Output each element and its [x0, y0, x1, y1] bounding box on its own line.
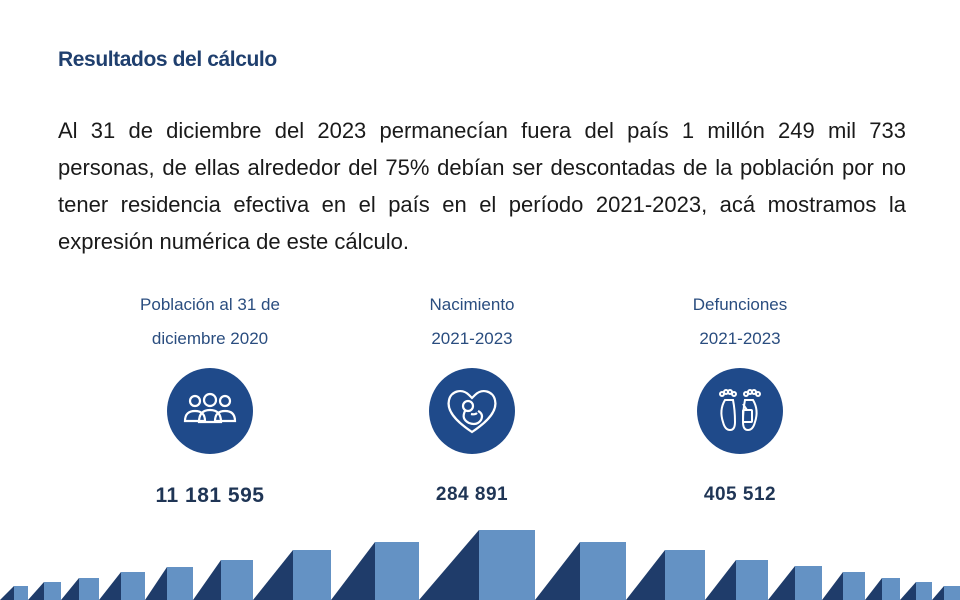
stat-defunciones — [625, 288, 855, 506]
stat-value: 405 512 — [703, 484, 777, 505]
stat-label — [357, 288, 587, 358]
stat-label-line1: Nacimiento — [429, 295, 515, 314]
stat-label-line2: 2021-2023 — [699, 329, 781, 348]
stat-value: 11 181 595 — [155, 484, 265, 507]
stat-value: 284 891 — [435, 484, 509, 505]
stat-label — [95, 288, 325, 358]
stat-nacimiento — [357, 288, 587, 506]
stat-label-line1: Población al 31 de — [140, 295, 280, 314]
skyline-decoration — [0, 520, 960, 600]
stat-label-line2: diciembre 2020 — [151, 329, 269, 348]
people-group-icon — [167, 368, 253, 454]
stat-label-line1: Defunciones — [692, 295, 788, 314]
feet-tag-icon — [697, 368, 783, 454]
slide-title: Resultados del cálculo — [58, 48, 277, 71]
baby-heart-icon — [429, 368, 515, 454]
stat-label — [625, 288, 855, 358]
slide-paragraph: Al 31 de diciembre del 2023 permanecían fuera del país 1 millón 249 mil 733 personas, de ellas alrededor del 75% debían ser descontadas de la población por no tener residencia efectiva en el país en el período 2021-2023, acá mostramos la expresión numérica de este cálculo. — [58, 118, 906, 254]
stat-poblacion — [95, 288, 325, 508]
stat-label-line2: 2021-2023 — [431, 329, 513, 348]
